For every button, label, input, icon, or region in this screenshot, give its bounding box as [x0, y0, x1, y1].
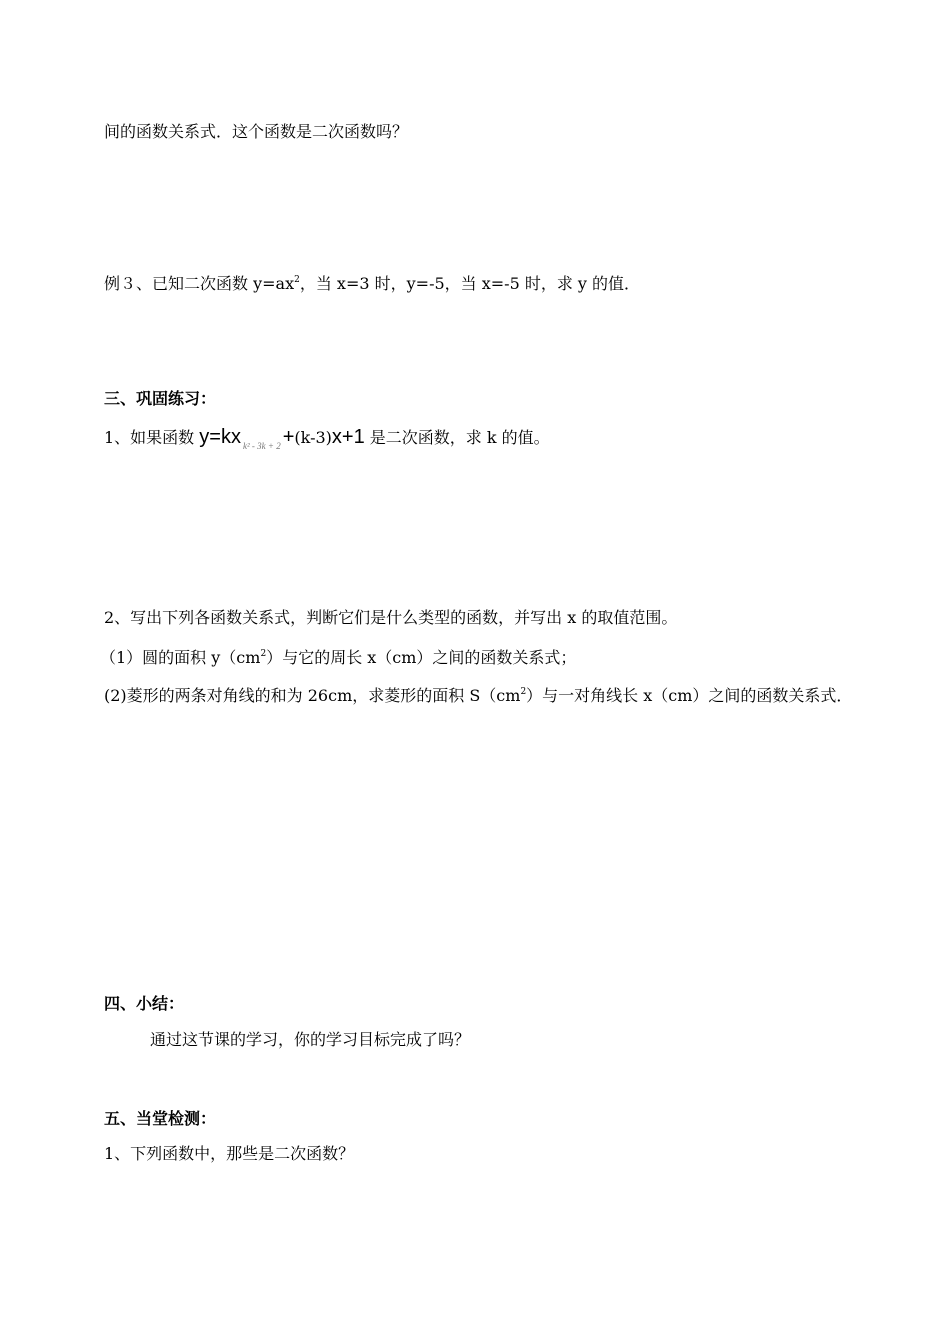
q2-1-text-b: ）与它的周长 x（cm）之间的函数关系式；	[266, 648, 577, 667]
q2-1-text-a: （1）圆的面积 y（cm	[100, 648, 261, 667]
example-3	[104, 273, 640, 295]
summary-text: 通过这节课的学习，你的学习目标完成了吗？	[150, 1030, 471, 1049]
section-heading-summary: 四、小结：	[104, 994, 185, 1013]
q2-1-exponent: 2	[260, 649, 267, 659]
example-3-text-a: 例３、已知二次函数 y=ax	[104, 274, 295, 293]
example-3-text-b: ，当 x=3 时，y=-5，当 x=-5 时，求 y 的值．	[299, 274, 641, 293]
section-heading-practice: 三、巩固练习：	[104, 389, 217, 408]
practice-question-2: 2、写出下列各函数关系式，判断它们是什么类型的函数，并写出 x 的取值范围。	[104, 608, 678, 627]
practice-question-2-part-1	[100, 647, 576, 669]
q1-exponent: k² - 3k + 2	[242, 441, 281, 451]
practice-question-2-part-2	[104, 677, 854, 714]
test-question-1: 1、下列函数中，那些是二次函数？	[104, 1144, 355, 1163]
q1-k-minus-3: (k-3)	[294, 428, 332, 447]
example-3-exponent: 2	[294, 275, 300, 285]
q2-2-text-a: (2)菱形的两条对角线的和为 26cm，求菱形的面积 S（cm	[104, 686, 521, 705]
text-line-relation-question: 间的函数关系式．这个函数是二次函数吗？	[104, 122, 409, 141]
q1-y-kx: y=kx	[199, 426, 241, 448]
q1-plus: +	[282, 426, 295, 448]
q1-x-plus-1: x+1	[331, 426, 365, 448]
q2-2-exponent: 2	[520, 687, 527, 697]
q1-prefix: 1、如果函数	[104, 428, 200, 447]
section-heading-test: 五、当堂检测：	[104, 1109, 217, 1128]
q2-2-text-b: ）与一对角线长 x（cm）之间的函数关系式．	[526, 686, 853, 705]
practice-question-1	[104, 426, 550, 457]
q1-suffix: 是二次函数，求 k 的值。	[364, 428, 550, 447]
